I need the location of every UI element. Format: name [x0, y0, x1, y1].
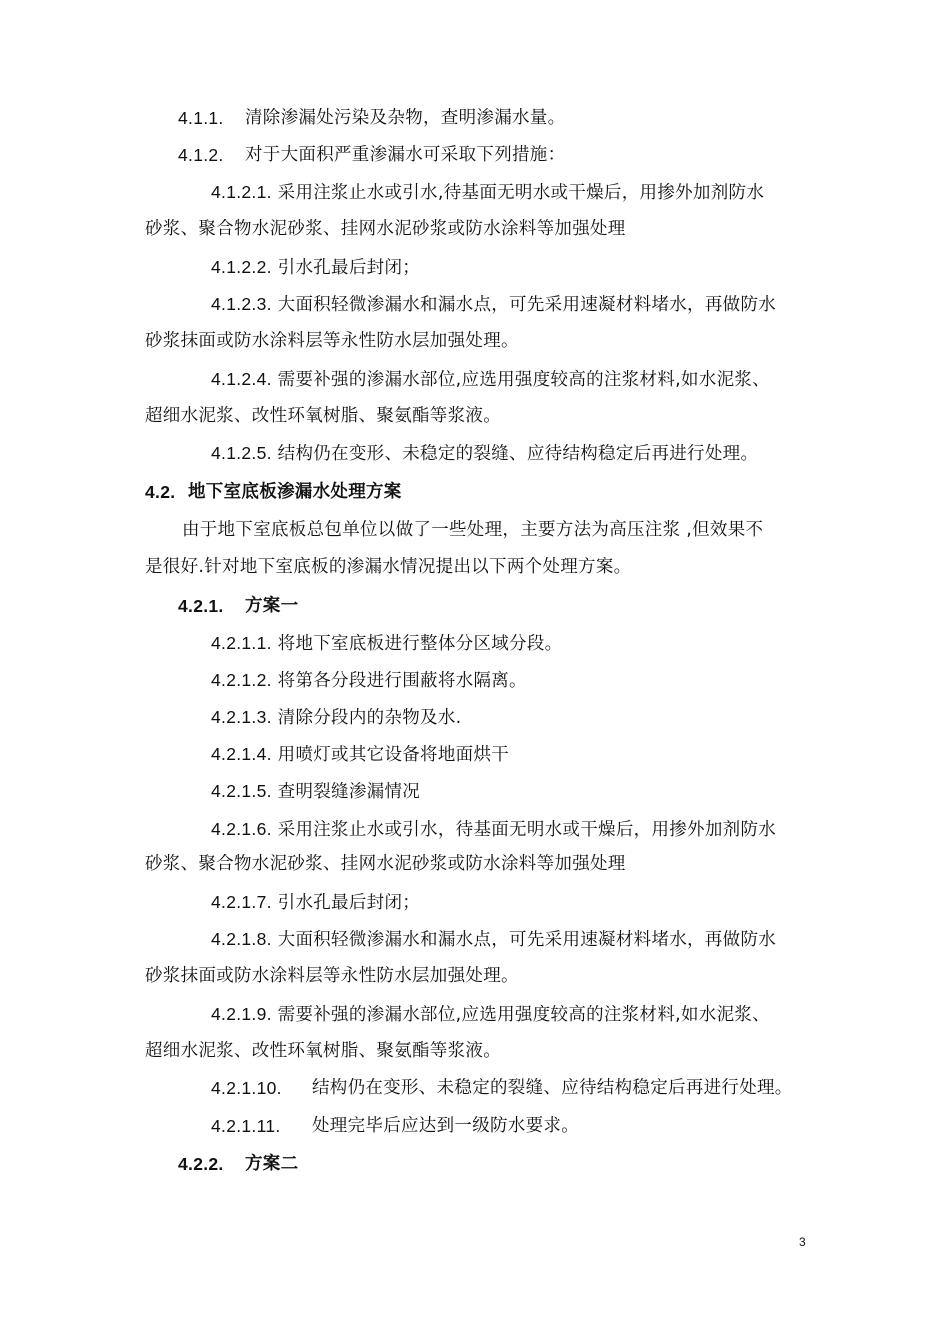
- list-item: [211, 1076, 282, 1101]
- section-heading: [145, 480, 175, 505]
- section-number: 4.2.: [145, 482, 176, 502]
- item-number: 4.1.2.5.: [211, 443, 272, 463]
- list-item: [178, 143, 224, 168]
- list-item: [211, 890, 420, 915]
- item-text-continuation: 砂浆、聚合物水泥砂浆、挂网水泥砂浆或防水涂料等加强处理: [145, 854, 626, 874]
- item-number: 4.2.1.2.: [211, 670, 272, 690]
- item-number: 4.1.1.: [178, 108, 224, 128]
- subsection-heading: [178, 594, 224, 619]
- item-number: 4.2.1.5.: [211, 781, 272, 801]
- item-number: 4.2.1.7.: [211, 892, 272, 912]
- item-text: 引水孔最后封闭；: [277, 258, 421, 278]
- page-number: 3: [799, 1235, 806, 1249]
- item-number: 4.1.2.3.: [211, 294, 272, 314]
- section-number: 4.2.1.: [178, 596, 224, 616]
- item-text: 清除分段内的杂物及水.: [277, 708, 462, 728]
- item-text: 清除渗漏处污染及杂物，查明渗漏水量。: [245, 108, 566, 128]
- item-text-continuation: 砂浆、聚合物水泥砂浆、挂网水泥砂浆或防水涂料等加强处理: [145, 219, 626, 239]
- list-item: [211, 742, 509, 767]
- item-text: 大面积轻微渗漏水和漏水点，可先采用速凝材料堵水，再做防水: [277, 930, 777, 950]
- list-item: [211, 631, 562, 656]
- list-item: [211, 441, 758, 466]
- item-text: 引水孔最后封闭；: [277, 893, 421, 913]
- subsection-heading: [178, 1152, 224, 1177]
- item-number: 4.2.1.9.: [211, 1004, 272, 1024]
- item-number: 4.1.2.4.: [211, 369, 272, 389]
- item-number: 4.2.1.11.: [211, 1116, 281, 1136]
- list-item: [211, 779, 420, 804]
- item-text: 需要补强的渗漏水部位,应选用强度较高的注浆材料,如水泥浆、: [277, 1005, 770, 1025]
- list-item: [211, 180, 764, 205]
- item-text: 采用注浆止水或引水,待基面无明水或干燥后，用掺外加剂防水: [277, 183, 765, 203]
- item-text: 大面积轻微渗漏水和漏水点，可先采用速凝材料堵水，再做防水: [277, 295, 777, 315]
- item-text: 结构仍在变形、未稳定的裂缝、应待结构稳定后再进行处理。: [312, 1078, 793, 1098]
- item-text: 处理完毕后应达到一级防水要求。: [312, 1116, 579, 1136]
- item-number: 4.2.1.8.: [211, 929, 272, 949]
- subsection-title: 方案一: [245, 596, 299, 616]
- item-number: 4.1.2.: [178, 145, 224, 165]
- item-text: 需要补强的渗漏水部位,应选用强度较高的注浆材料,如水泥浆、: [277, 370, 770, 390]
- paragraph-line: 是很好.针对地下室底板的渗漏水情况提出以下两个处理方案。: [145, 557, 632, 577]
- paragraph-line: 由于地下室底板总包单位以做了一些处理，主要方法为高压注浆 ,但效果不: [182, 520, 764, 540]
- list-item: [211, 817, 776, 842]
- item-text-continuation: 砂浆抹面或防水涂料层等永性防水层加强处理。: [145, 331, 519, 351]
- item-text: 对于大面积严重渗漏水可采取下列措施：: [245, 145, 566, 165]
- item-number: 4.2.1.10.: [211, 1078, 282, 1098]
- list-item: [211, 705, 462, 730]
- item-text: 用喷灯或其它设备将地面烘干: [277, 745, 510, 765]
- item-number: 4.2.1.1.: [211, 633, 272, 653]
- subsection-title: 方案二: [245, 1154, 299, 1174]
- item-text: 将第各分段进行围蔽将水隔离。: [277, 671, 527, 691]
- list-item: [211, 292, 776, 317]
- item-number: 4.2.1.6.: [211, 819, 272, 839]
- item-number: 4.2.1.4.: [211, 744, 272, 764]
- list-item: [211, 255, 420, 280]
- item-number: 4.1.2.2.: [211, 257, 272, 277]
- item-text: 采用注浆止水或引水，待基面无明水或干燥后，用掺外加剂防水: [277, 820, 777, 840]
- section-title: 地下室底板渗漏水处理方案: [188, 482, 402, 502]
- list-item: [211, 927, 776, 952]
- item-number: 4.2.1.3.: [211, 707, 272, 727]
- section-number: 4.2.2.: [178, 1154, 224, 1174]
- item-number: 4.1.2.1.: [211, 182, 272, 202]
- list-item: [178, 106, 224, 131]
- list-item: [211, 367, 770, 392]
- item-text: 结构仍在变形、未稳定的裂缝、应待结构稳定后再进行处理。: [277, 444, 759, 464]
- list-item: [211, 1002, 770, 1027]
- list-item: [211, 668, 527, 693]
- item-text: 将地下室底板进行整体分区域分段。: [277, 634, 563, 654]
- list-item: [211, 1114, 281, 1139]
- item-text: 查明裂缝渗漏情况: [277, 782, 421, 802]
- item-text-continuation: 超细水泥浆、改性环氧树脂、聚氨酯等浆液。: [145, 406, 501, 426]
- item-text-continuation: 砂浆抹面或防水涂料层等永性防水层加强处理。: [145, 966, 519, 986]
- item-text-continuation: 超细水泥浆、改性环氧树脂、聚氨酯等浆液。: [145, 1041, 501, 1061]
